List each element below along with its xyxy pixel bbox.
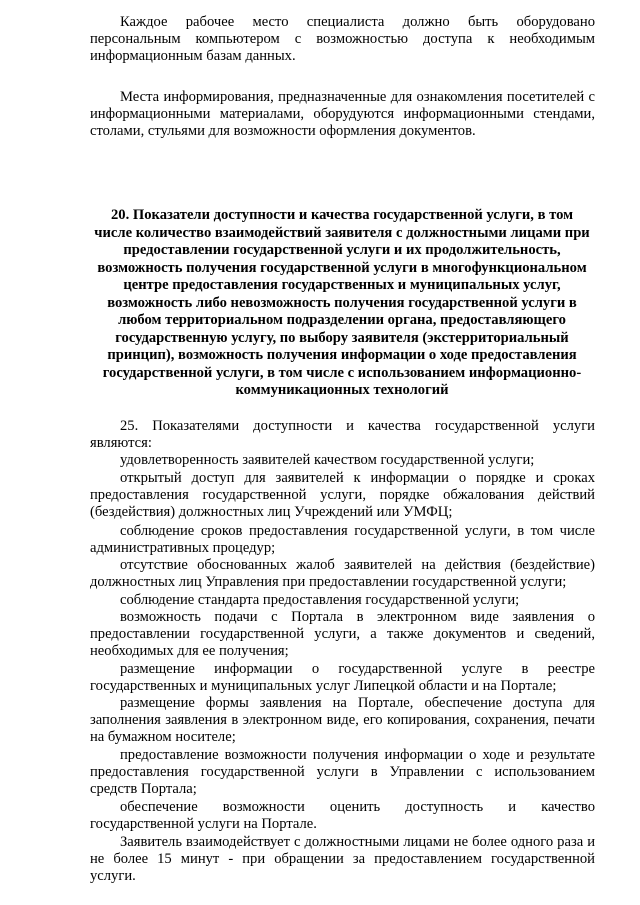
list-item: предоставление возможности получения информации о ходе и результате предоставления государственной услуги в Управлении с использованием средств Портала;	[90, 747, 595, 798]
body-paragraph-25: 25. Показателями доступности и качества государственной услуги являются:	[90, 418, 595, 452]
list-item: возможность подачи с Портала в электронном виде заявления о предоставлении государственной услуги, а также документов и сведений, необходимых для ее получения;	[90, 609, 595, 660]
list-item: соблюдение сроков предоставления государственной услуги, в том числе административных процедур;	[90, 523, 595, 557]
list-item: соблюдение стандарта предоставления государственной услуги;	[120, 592, 520, 608]
list-item: размещение формы заявления на Портале, обеспечение доступа для заполнения заявления в электронном виде, его копирования, сохранения, печати на бумажном носителе;	[90, 695, 595, 746]
list-item: размещение информации о государственной услуге в реестре государственных и муниципальных услуг Липецкой области и на Портале;	[90, 661, 595, 695]
list-item: открытый доступ для заявителей к информации о порядке и сроках предоставления государственной услуги, порядке обжалования действий (бездействия) должностных лиц Учреждений или УМФЦ;	[90, 470, 595, 521]
list-item: удовлетворенность заявителей качеством государственной услуги;	[120, 452, 535, 468]
intro-paragraph-1: Каждое рабочее место специалиста должно быть оборудовано персональным компьютером с возможностью доступа к необходимым информационным базам данных.	[90, 14, 595, 65]
intro-paragraph-2: Места информирования, предназначенные для ознакомления посетителей с информационными материалами, оборудуются информационными стендами, столами, стульями для возможности оформления документов.	[90, 89, 595, 140]
list-item: обеспечение возможности оценить доступность и качество государственной услуги на Портале.	[90, 799, 595, 833]
list-item: отсутствие обоснованных жалоб заявителей на действия (бездействие) должностных лиц Управления при предоставлении государственной услуги;	[90, 557, 595, 591]
closing-paragraph: Заявитель взаимодействует с должностными лицами не более одного раза и не более 15 минут - при обращении за предоставлением государственной услуги.	[90, 834, 595, 885]
section-heading: 20. Показатели доступности и качества государственной услуги, в том числе количество взаимодействий заявителя с должностными лицами при предоставлении государственной услуги и их продолжительность, возможность получения государственной услуги в многофункциональном центре предоставления государственных и муниципальных услуг, возможность либо невозможность получения государственной услуги в любом территориальном подразделении органа, предоставляющего государственную услугу, по выбору заявителя (экстерриториальный принцип), возможность получения информации о ходе предоставления государственной услуги, в том числе с использованием информационно-коммуникационных технологий	[94, 207, 590, 398]
